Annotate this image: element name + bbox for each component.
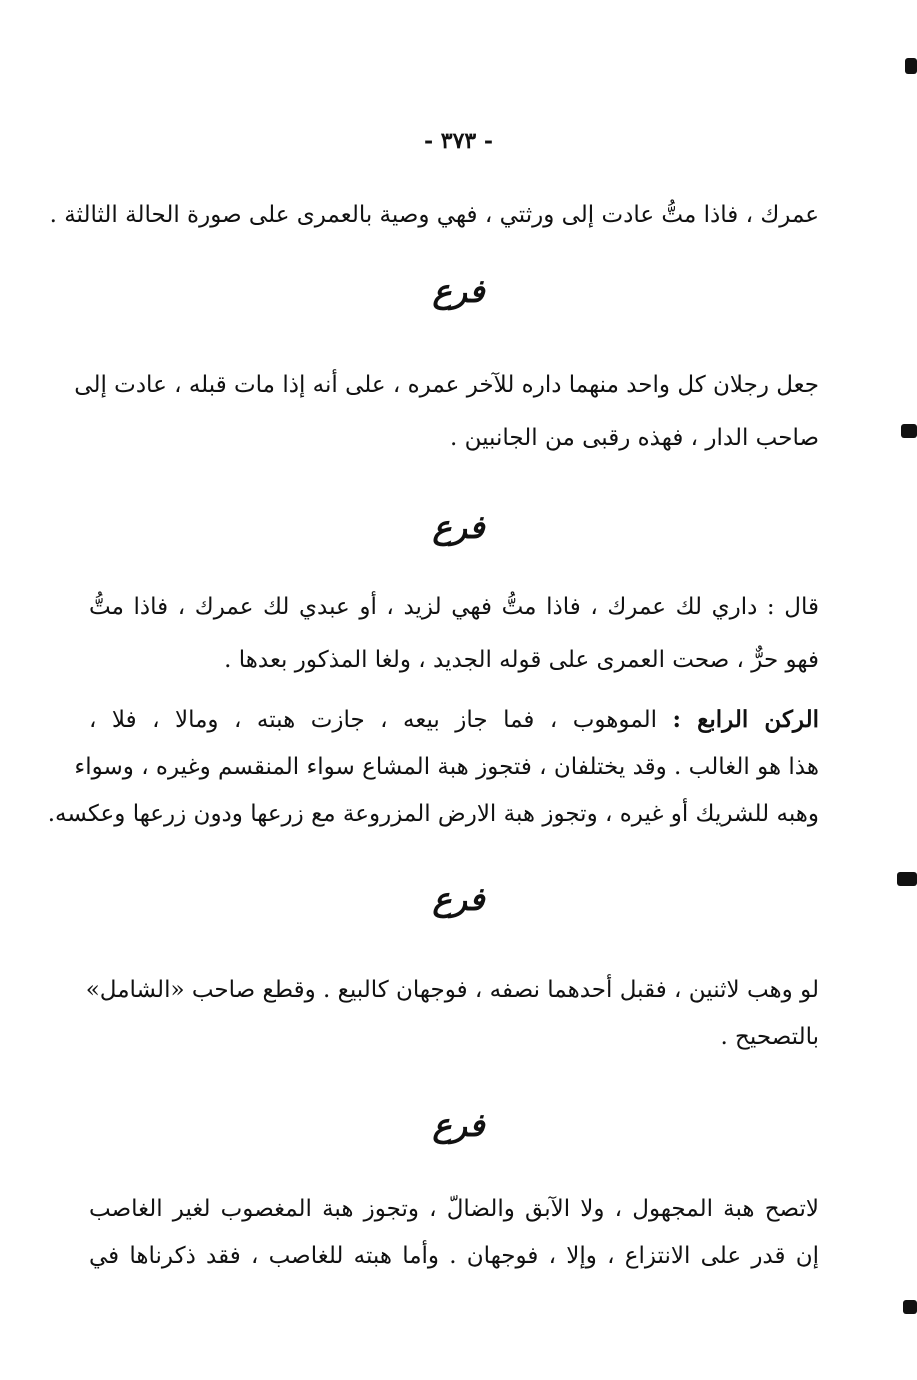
text-line: فهو حرٌّ ، صحت العمرى على قوله الجديد ، ولغا المذكور بعدها . bbox=[224, 647, 819, 673]
text-line: إن قدر على الانتزاع ، وإلا ، فوجهان . وأما هبته للغاصب ، فقد ذكرناها في bbox=[89, 1243, 819, 1269]
text-line: عمرك ، فاذا متُّ عادت إلى ورثتي ، فهي وصية بالعمرى على صورة الحالة الثالثة . bbox=[49, 202, 819, 228]
text-line: صاحب الدار ، فهذه رقبى من الجانبين . bbox=[449, 425, 819, 451]
text-line bbox=[89, 705, 819, 735]
scan-edge-mark bbox=[901, 424, 917, 438]
text-line: لو وهب لاثنين ، فقبل أحدهما نصفه ، فوجهان كالبيع . وقطع صاحب «الشامل» bbox=[85, 977, 819, 1003]
section-heading-far: فرع bbox=[432, 508, 485, 546]
pillar-title: الركن الرابع : bbox=[672, 706, 819, 733]
text-line-remainder: الموهوب ، فما جاز بيعه ، جازت هبته ، ومالا ، فلا ، bbox=[89, 707, 673, 733]
section-heading-far: فرع bbox=[432, 272, 485, 310]
text-line: قال : داري لك عمرك ، فاذا متُّ فهي لزيد ، أو عبدي لك عمرك ، فاذا متُّ bbox=[89, 594, 819, 620]
text-line: هذا هو الغالب . وقد يختلفان ، فتجوز هبة المشاع سواء المنقسم وغيره ، وسواء bbox=[74, 754, 819, 780]
text-line: وهبه للشريك أو غيره ، وتجوز هبة الارض المزروعة مع زرعها ودون زرعها وعكسه. bbox=[47, 801, 819, 827]
scan-edge-mark bbox=[905, 58, 917, 74]
page-number: - ٣٧٣ - bbox=[423, 128, 494, 154]
text-line: جعل رجلان كل واحد منهما داره للآخر عمره ، على أنه إذا مات قبله ، عادت إلى bbox=[74, 372, 819, 398]
text-line: لاتصح هبة المجهول ، ولا الآبق والضالّ ، وتجوز هبة المغصوب لغير الغاصب bbox=[89, 1196, 819, 1222]
section-heading-far: فرع bbox=[432, 880, 485, 918]
scan-edge-mark bbox=[903, 1300, 917, 1314]
section-heading-far: فرع bbox=[432, 1106, 485, 1144]
text-line: بالتصحيح . bbox=[720, 1024, 819, 1050]
